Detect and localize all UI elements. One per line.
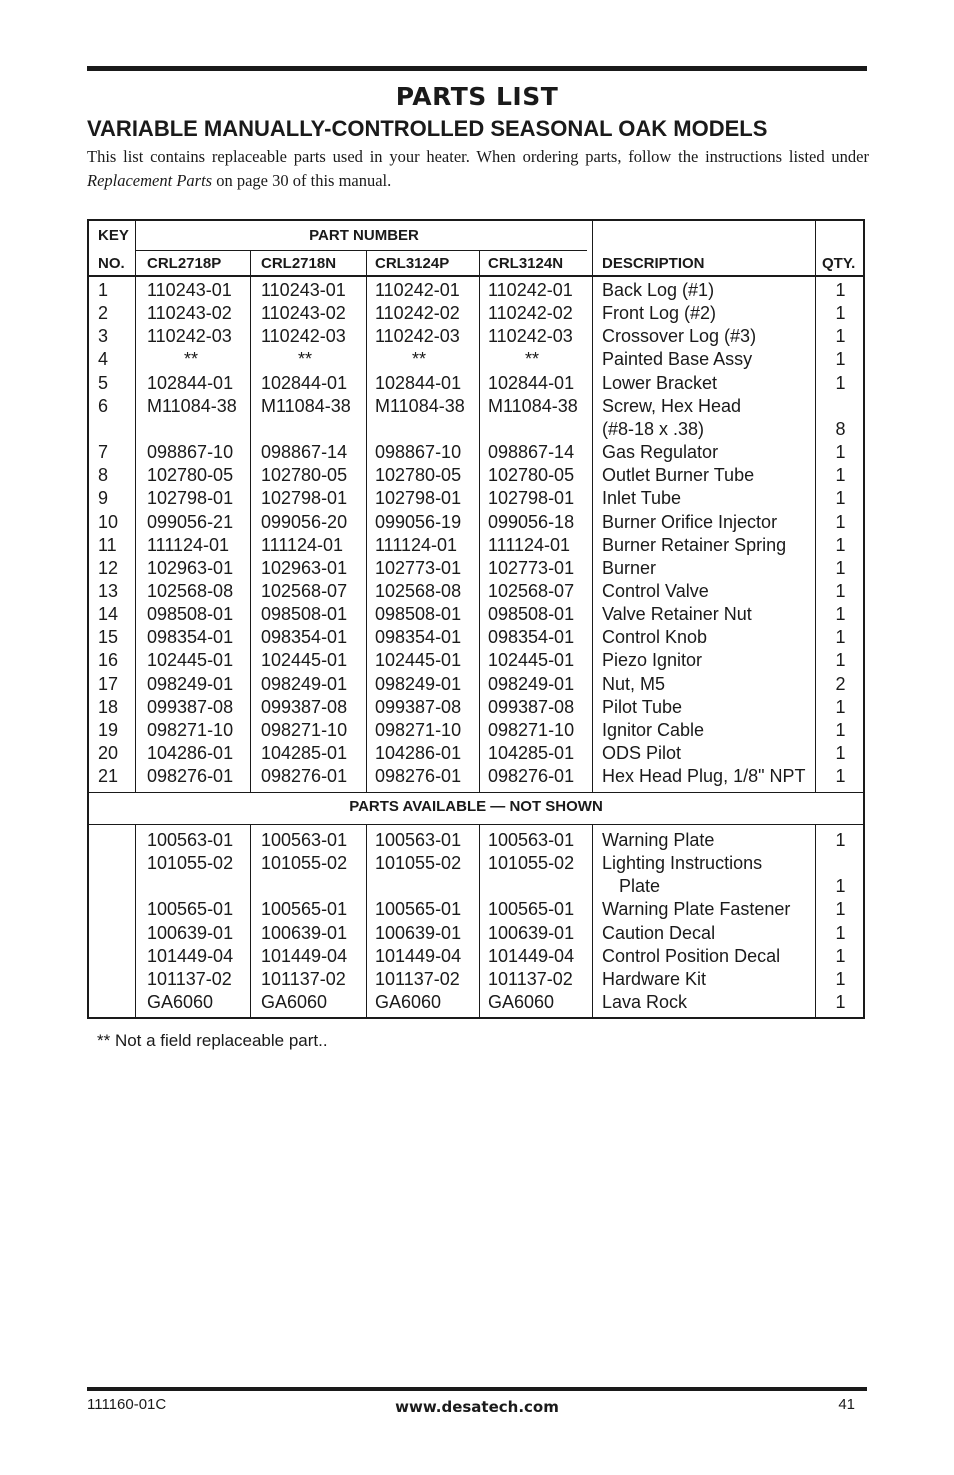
part-number: 102568-07 xyxy=(488,580,575,601)
part-number: 110243-01 xyxy=(147,280,232,300)
part-number: 104285-01 xyxy=(261,743,348,763)
section-subtitle: VARIABLE MANUALLY-CONTROLLED SEASONAL OAK MODELS xyxy=(87,116,768,141)
part-number: 098867-14 xyxy=(261,442,348,463)
part-number: 102798-01 xyxy=(147,488,234,509)
part-number: 111124-01 xyxy=(261,534,344,555)
quantity: 1 xyxy=(835,899,846,920)
intro-paragraph xyxy=(87,145,869,193)
part-number: 101449-04 xyxy=(488,945,575,966)
quantity: 1 xyxy=(835,349,846,370)
part-number: 101449-04 xyxy=(147,945,234,966)
key-number: 20 xyxy=(98,743,119,763)
key-number: 8 xyxy=(98,465,109,486)
part-number: 099056-18 xyxy=(488,511,575,532)
part-number: 098354-01 xyxy=(488,627,575,648)
part-number: 098249-01 xyxy=(147,673,234,694)
part-number: M11084-38 xyxy=(261,395,351,416)
col-divider xyxy=(250,250,251,792)
key-number: 13 xyxy=(98,580,119,601)
part-number: 101137-02 xyxy=(375,968,460,989)
description: Hardware Kit xyxy=(602,968,707,989)
key-header: KEY xyxy=(98,227,129,244)
description: Control Position Decal xyxy=(602,945,781,966)
part-number: 100639-01 xyxy=(147,922,234,943)
part-number-header: PART NUMBER xyxy=(309,227,419,244)
qty-header: QTY. xyxy=(822,255,856,272)
quantity: 1 xyxy=(835,743,846,763)
quantity: 1 xyxy=(835,488,846,509)
part-number: 101449-04 xyxy=(375,945,462,966)
part-number: 098276-01 xyxy=(375,766,462,787)
part-number: 102963-01 xyxy=(261,557,348,578)
quantity: 1 xyxy=(835,372,846,393)
website: www.desatech.com xyxy=(395,1398,559,1416)
quantity: 1 xyxy=(835,557,846,578)
part-number: 098508-01 xyxy=(488,604,575,625)
description: Back Log (#1) xyxy=(602,280,715,300)
part-number: GA6060 xyxy=(147,992,214,1013)
part-number: 102445-01 xyxy=(488,650,575,671)
key-number: 15 xyxy=(98,627,119,648)
description: Inlet Tube xyxy=(602,488,682,509)
part-number: 100563-01 xyxy=(488,830,575,850)
part-number: 102844-01 xyxy=(375,372,462,393)
part-number: 098249-01 xyxy=(261,673,348,694)
part-number: 098508-01 xyxy=(261,604,348,625)
description: Burner Orifice Injector xyxy=(602,511,778,532)
part-number: 102773-01 xyxy=(488,557,575,578)
key-number: 17 xyxy=(98,673,119,694)
part-number: 100563-01 xyxy=(261,830,348,850)
part-number: 111124-01 xyxy=(147,534,230,555)
description: Outlet Burner Tube xyxy=(602,465,755,486)
quantity: 1 xyxy=(835,511,846,532)
quantity: 1 xyxy=(835,945,846,966)
quantity: 1 xyxy=(835,580,846,601)
key-number: 14 xyxy=(98,604,119,625)
part-number: 102780-05 xyxy=(261,465,348,486)
part-number: 102963-01 xyxy=(147,557,234,578)
quantity: 1 xyxy=(835,465,846,486)
part-number: 101055-02 xyxy=(147,853,234,874)
part-number: 101137-02 xyxy=(261,968,346,989)
key-number: 11 xyxy=(98,534,117,555)
part-number: 098867-14 xyxy=(488,442,575,463)
model-header: CRL2718P xyxy=(147,255,222,272)
page-title: PARTS LIST xyxy=(395,82,559,111)
part-number: 099387-08 xyxy=(261,696,348,717)
part-number: 102445-01 xyxy=(261,650,348,671)
part-number: 100565-01 xyxy=(261,899,348,920)
description: Lighting Instructions xyxy=(602,853,763,874)
quantity: 1 xyxy=(835,303,846,324)
description: ODS Pilot xyxy=(602,743,682,763)
document-number: 111160-01C xyxy=(87,1396,167,1413)
quantity: 1 xyxy=(835,604,846,625)
description: Control Knob xyxy=(602,627,708,648)
quantity: 1 xyxy=(835,922,846,943)
quantity: 1 xyxy=(835,992,846,1013)
part-number: 101137-02 xyxy=(147,968,232,989)
part-number: M11084-38 xyxy=(375,395,465,416)
quantity: 1 xyxy=(835,534,846,555)
part-number: 102780-05 xyxy=(375,465,462,486)
part-number: 102568-07 xyxy=(261,580,348,601)
description: Piezo Ignitor xyxy=(602,650,703,671)
part-number: ** xyxy=(411,349,426,370)
description: Front Log (#2) xyxy=(602,303,717,324)
part-number: 102568-08 xyxy=(147,580,234,601)
row-divider xyxy=(136,250,587,251)
key-number: 5 xyxy=(98,372,109,393)
col-divider xyxy=(135,221,136,792)
description: Warning Plate xyxy=(602,830,715,850)
part-number: 102844-01 xyxy=(488,372,575,393)
quantity: 1 xyxy=(835,968,846,989)
part-number: 098354-01 xyxy=(261,627,348,648)
description: (#8-18 x .38) xyxy=(602,418,705,439)
description: Crossover Log (#3) xyxy=(602,326,757,347)
col-divider xyxy=(479,250,480,792)
quantity: 1 xyxy=(835,719,846,740)
part-number: 098354-01 xyxy=(375,627,462,648)
col-divider xyxy=(250,824,251,1019)
quantity: 1 xyxy=(835,650,846,671)
part-number: 099387-08 xyxy=(488,696,575,717)
part-number: M11084-38 xyxy=(488,395,578,416)
key-number: 16 xyxy=(98,650,119,671)
part-number: 102798-01 xyxy=(375,488,462,509)
part-number: 110243-01 xyxy=(261,280,346,300)
col-divider xyxy=(366,824,367,1019)
part-number: 110242-02 xyxy=(488,303,573,324)
key-no-header: NO. xyxy=(98,255,125,272)
part-number: 102844-01 xyxy=(147,372,234,393)
description-header: DESCRIPTION xyxy=(602,255,705,272)
model-header: CRL3124N xyxy=(488,255,564,272)
description: Burner xyxy=(602,557,657,578)
key-number: 2 xyxy=(98,303,109,324)
part-number: 104285-01 xyxy=(488,743,575,763)
description: Ignitor Cable xyxy=(602,719,705,740)
part-number: 098867-10 xyxy=(147,442,234,463)
part-number: 102780-05 xyxy=(147,465,234,486)
description: Painted Base Assy xyxy=(602,349,753,370)
part-number: 110242-03 xyxy=(488,326,573,347)
quantity: 1 xyxy=(835,442,846,463)
part-number: 110242-01 xyxy=(375,280,460,300)
part-number: 098249-01 xyxy=(375,673,462,694)
part-number: GA6060 xyxy=(375,992,442,1013)
part-number: 104286-01 xyxy=(147,743,234,763)
part-number: 101055-02 xyxy=(488,853,575,874)
description: Hex Head Plug, 1/8" NPT xyxy=(602,766,806,787)
intro-text-end: on page 30 of this manual. xyxy=(212,171,392,190)
key-number: 7 xyxy=(98,442,109,463)
part-number: 102568-08 xyxy=(375,580,462,601)
part-number: 102445-01 xyxy=(147,650,234,671)
quantity: 1 xyxy=(835,830,846,850)
key-number: 18 xyxy=(98,696,119,717)
part-number: GA6060 xyxy=(261,992,328,1013)
description: Plate xyxy=(619,876,661,897)
key-number: 4 xyxy=(98,349,109,370)
part-number: 111124-01 xyxy=(488,534,571,555)
page-number: 41 xyxy=(838,1396,855,1413)
quantity: 1 xyxy=(835,766,846,787)
part-number: 110243-02 xyxy=(261,303,346,324)
part-number: 099056-20 xyxy=(261,511,348,532)
part-number: 102445-01 xyxy=(375,650,462,671)
top-rule xyxy=(87,66,867,71)
intro-text: This list contains replaceable parts used in your heater. When ordering parts, follow the instructions listed under xyxy=(87,147,869,166)
part-number: 098276-01 xyxy=(261,766,348,787)
part-number: 110242-03 xyxy=(375,326,460,347)
part-number: 102798-01 xyxy=(261,488,348,509)
row-divider xyxy=(89,792,863,793)
col-divider xyxy=(479,824,480,1019)
description: Control Valve xyxy=(602,580,709,601)
part-number: 099056-21 xyxy=(147,511,234,532)
key-number: 21 xyxy=(98,766,119,787)
description: Pilot Tube xyxy=(602,696,683,717)
part-number: 098276-01 xyxy=(488,766,575,787)
part-number: 101055-02 xyxy=(375,853,462,874)
part-number: 104286-01 xyxy=(375,743,462,763)
description: Warning Plate Fastener xyxy=(602,899,791,920)
part-number: 102844-01 xyxy=(261,372,348,393)
part-number: 098249-01 xyxy=(488,673,575,694)
description: Valve Retainer Nut xyxy=(602,604,752,625)
description: Burner Retainer Spring xyxy=(602,534,787,555)
quantity: 1 xyxy=(835,696,846,717)
part-number: 099387-08 xyxy=(375,696,462,717)
part-number: 110242-01 xyxy=(488,280,573,300)
footnote: ** Not a field replaceable part.. xyxy=(97,1031,328,1050)
part-number: GA6060 xyxy=(488,992,555,1013)
part-number: 102773-01 xyxy=(375,557,462,578)
part-number: 110242-03 xyxy=(261,326,346,347)
quantity: 2 xyxy=(835,673,846,694)
part-number: ** xyxy=(524,349,539,370)
key-number: 19 xyxy=(98,719,119,740)
model-header: CRL2718N xyxy=(261,255,337,272)
key-number: 10 xyxy=(98,511,119,532)
description: Caution Decal xyxy=(602,922,716,943)
part-number: M11084-38 xyxy=(147,395,237,416)
key-number: 12 xyxy=(98,557,119,578)
quantity: 1 xyxy=(835,280,846,300)
quantity: 1 xyxy=(835,876,846,897)
part-number: 098271-10 xyxy=(147,719,234,740)
part-number: 110242-03 xyxy=(147,326,232,347)
part-number: 100639-01 xyxy=(488,922,575,943)
part-number: 098276-01 xyxy=(147,766,234,787)
row-divider xyxy=(89,824,863,825)
part-number: 099387-08 xyxy=(147,696,234,717)
part-number: 110242-02 xyxy=(375,303,460,324)
part-number: 100565-01 xyxy=(488,899,575,920)
quantity: 1 xyxy=(835,326,846,347)
part-number: 099056-19 xyxy=(375,511,462,532)
quantity: 8 xyxy=(835,418,846,439)
col-divider xyxy=(592,221,593,792)
part-number: 101449-04 xyxy=(261,945,348,966)
key-number: 3 xyxy=(98,326,109,347)
bottom-rule xyxy=(87,1387,867,1391)
part-number: 111124-01 xyxy=(375,534,458,555)
col-divider xyxy=(135,824,136,1019)
model-header: CRL3124P xyxy=(375,255,450,272)
part-number: 100563-01 xyxy=(147,830,234,850)
part-number: 098271-10 xyxy=(375,719,462,740)
parts-table xyxy=(87,219,865,1019)
description: Screw, Hex Head xyxy=(602,395,742,416)
description: Gas Regulator xyxy=(602,442,719,463)
part-number: 098508-01 xyxy=(147,604,234,625)
part-number: 098508-01 xyxy=(375,604,462,625)
part-number: 098354-01 xyxy=(147,627,234,648)
part-number: ** xyxy=(297,349,312,370)
part-number: 110243-02 xyxy=(147,303,232,324)
not-shown-header: PARTS AVAILABLE — NOT SHOWN xyxy=(349,798,603,815)
header-divider xyxy=(89,275,863,277)
col-divider xyxy=(592,824,593,1019)
part-number: 100639-01 xyxy=(261,922,348,943)
description: Nut, M5 xyxy=(602,673,666,694)
part-number: 098271-10 xyxy=(261,719,348,740)
part-number: 102780-05 xyxy=(488,465,575,486)
part-number: ** xyxy=(183,349,198,370)
intro-emphasis: Replacement Parts xyxy=(87,171,213,190)
part-number: 100565-01 xyxy=(147,899,234,920)
part-number: 098271-10 xyxy=(488,719,575,740)
part-number: 100565-01 xyxy=(375,899,462,920)
col-divider xyxy=(366,250,367,792)
key-number: 1 xyxy=(98,280,109,300)
part-number: 101055-02 xyxy=(261,853,348,874)
description: Lava Rock xyxy=(602,992,688,1013)
part-number: 098867-10 xyxy=(375,442,462,463)
part-number: 101137-02 xyxy=(488,968,573,989)
part-number: 100639-01 xyxy=(375,922,462,943)
part-number: 102798-01 xyxy=(488,488,575,509)
key-number: 6 xyxy=(98,395,109,416)
key-number: 9 xyxy=(98,488,109,509)
quantity: 1 xyxy=(835,627,846,648)
part-number: 100563-01 xyxy=(375,830,462,850)
description: Lower Bracket xyxy=(602,372,718,393)
